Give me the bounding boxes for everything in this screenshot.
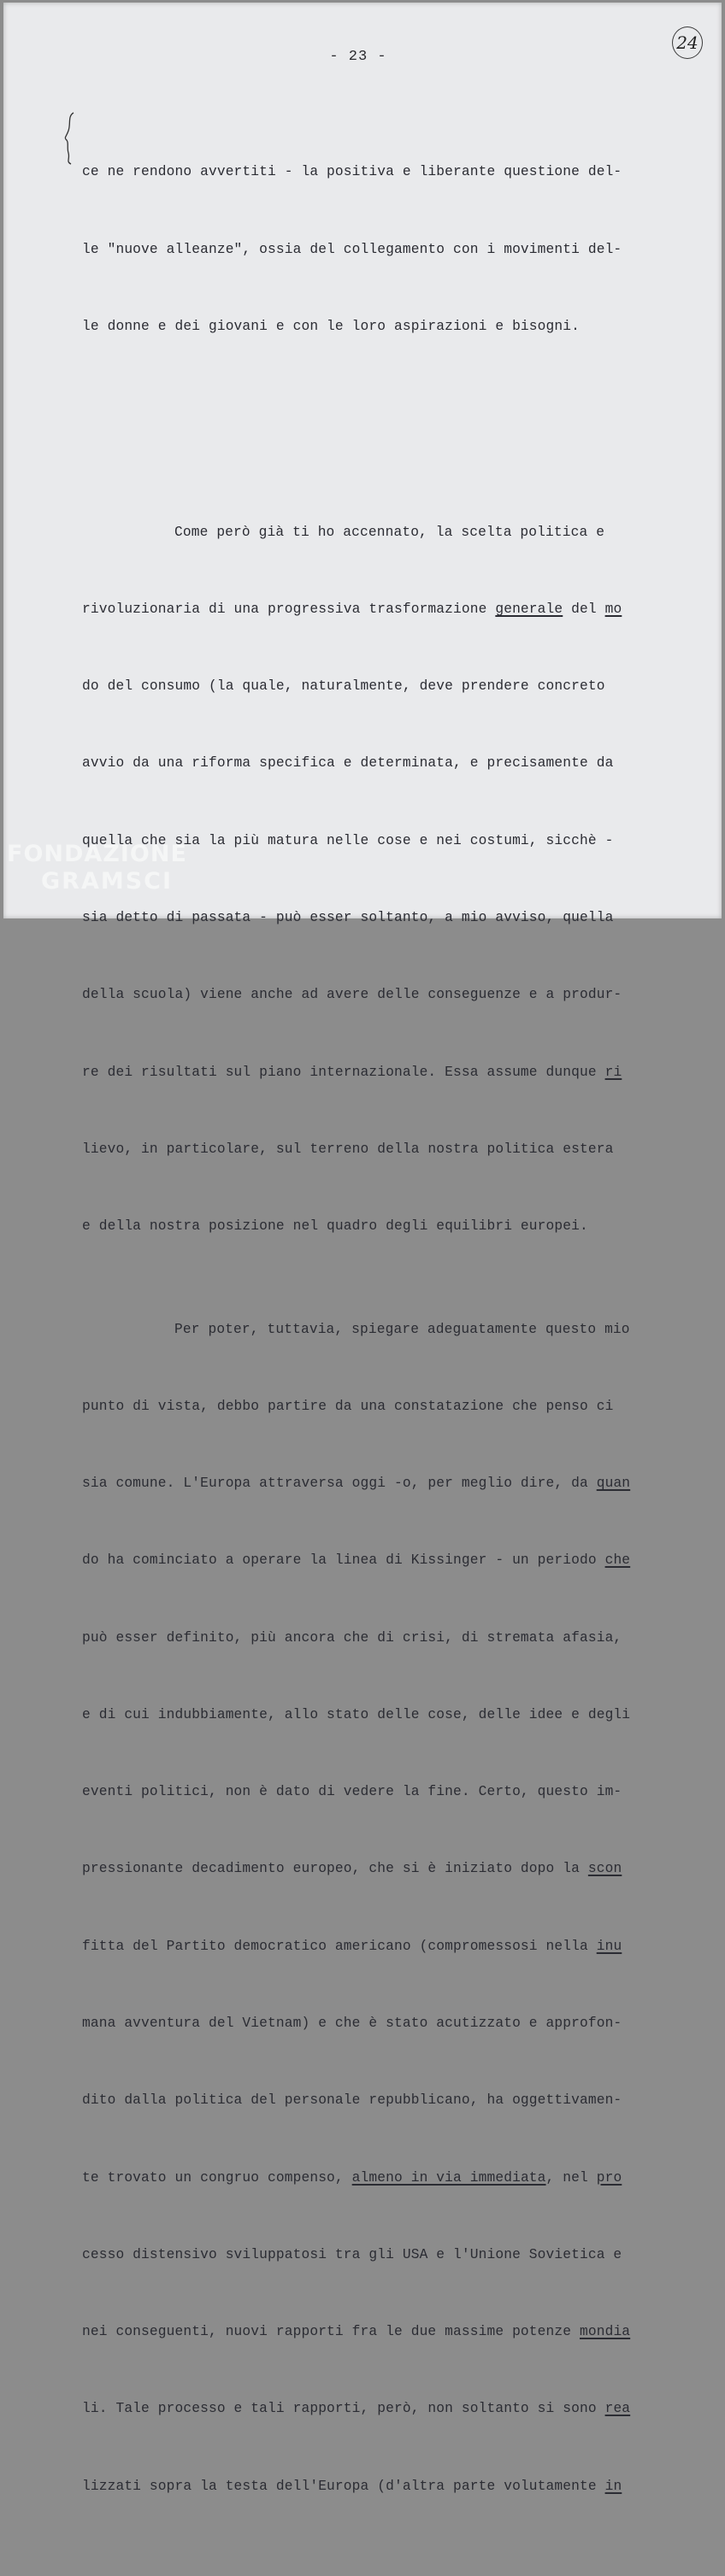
text-line: e della nostra posizione nel quadro degli equilibri europei. [82, 1218, 588, 1235]
text-line: eventi politici, non è dato di vedere la fine. Certo, questo im- [82, 1784, 622, 1800]
text-line: e di cui indubbiamente, allo stato delle cose, delle idee e degli [82, 1706, 631, 1722]
text-line: quella che sia la più matura nelle cose e nei costumi, sicchè - [82, 832, 614, 848]
watermark-logo [7, 840, 195, 895]
underlined-text: mo [604, 601, 622, 617]
text-line: ce ne rendono avvertiti - la positiva e liberante questione del- [82, 164, 622, 180]
text-line: lizzati sopra la testa dell'Europa (d'altra parte volutamente in [82, 2478, 622, 2494]
text-line: do del consumo (la quale, naturalmente, deve prendere concreto [82, 678, 605, 695]
text-line: rivoluzionaria di una progressiva trasformazione generale del mo [82, 601, 622, 617]
text-line: sia detto di passata - può esser soltanto, a mio avviso, quella [82, 910, 614, 925]
text-line: nei conseguenti, nuovi rapporti fra le due massime potenze mondia [82, 2324, 631, 2340]
text-line: punto di vista, debbo partire da una constatazione che penso ci [82, 1398, 614, 1414]
text-line: le "nuove alleanze", ossia del collegamento con i movimenti del- [82, 241, 622, 257]
underlined-text: scon [587, 1861, 622, 1877]
text-line: li. Tale processo e tali rapporti, però, non soltanto si sono rea [82, 2401, 631, 2417]
underlined-text: ri [604, 1064, 622, 1080]
underlined-text: rea [604, 2401, 631, 2417]
text-line: dito dalla politica del personale repubblicano, ha oggettivamen- [82, 2092, 622, 2109]
text-line: mana avventura del Vietnam) e che è stato acutizzato e approfon- [82, 2016, 622, 2032]
text-line: avvio da una riforma specifica e determinata, e precisamente da [82, 755, 614, 772]
margin-brace-mark [63, 112, 77, 165]
underlined-text: generale [495, 601, 563, 617]
text-line: cesso distensivo sviluppatosi tra gli USA e l'Unione Sovietica e [82, 2246, 622, 2262]
text-line: fitta del Partito democratico americano (compromessosi nella inu [82, 1938, 622, 1954]
underlined-text: almeno in via immediata [351, 2169, 546, 2186]
text-line: le donne e dei giovani e con le loro aspirazioni e bisogni. [82, 318, 580, 334]
underlined-text: pro [596, 2169, 622, 2186]
underlined-text: in [604, 2478, 622, 2494]
watermark-line: GRAMSCI [41, 868, 174, 895]
text-line: lievo, in particolare, sul terreno della nostra politica estera [82, 1141, 614, 1157]
document-body [82, 82, 698, 2576]
underlined-text: inu [596, 1938, 622, 1954]
text-line: può esser definito, più ancora che di crisi, di stremata afasia, [82, 1629, 622, 1646]
page-number: - 23 - [329, 49, 387, 65]
text-line: della scuola) viene anche ad avere delle conseguenze e a produr- [82, 987, 622, 1003]
underlined-text: mondia [579, 2324, 631, 2340]
text-line: re dei risultati sul piano internazionale. Essa assume dunque ri [82, 1064, 622, 1080]
document-page [3, 3, 722, 2494]
watermark-line: FONDAZIONE [7, 841, 187, 867]
text-line: sia comune. L'Europa attraversa oggi -o, per meglio dire, da quan [82, 1476, 631, 1492]
underlined-text: quan [596, 1476, 631, 1492]
text-line: do ha cominciato a operare la linea di Kissinger - un periodo che [82, 1552, 631, 1569]
text-line: Per poter, tuttavia, spiegare adeguatamente questo mio [174, 1321, 630, 1337]
underlined-text: che [604, 1552, 631, 1569]
text-line: pressionante decadimento europeo, che si è iniziato dopo la scon [82, 1861, 622, 1877]
text-line: te trovato un congruo compenso, almeno in via immediata, nel pro [82, 2169, 622, 2186]
archive-number-stamp: 24 [672, 26, 703, 59]
text-line: Come però già ti ho accennato, la scelta politica e [174, 524, 605, 540]
